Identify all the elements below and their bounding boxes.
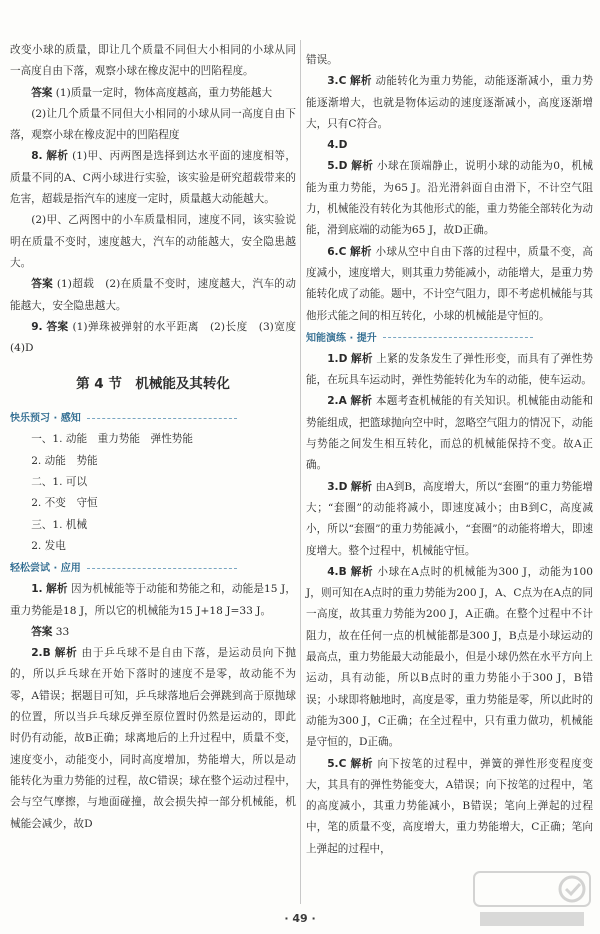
answer-block bbox=[10, 83, 296, 104]
q8-number: 8. bbox=[31, 150, 43, 163]
q9-number: 9. bbox=[31, 320, 43, 333]
q6-analysis-label: 解析 bbox=[350, 245, 372, 258]
p3-analysis bbox=[306, 477, 593, 562]
section-tag-preview: 快乐预习 · 感知 bbox=[10, 409, 296, 429]
p4-text: 小球在A点时的机械能为300 J，动能为100 J，则可知在A点时的重力势能为200 J，A、C点为在A点的同一高度，故其重力势能为200 J，A正确。在整个过程中不计阻力，故在任何一点的机械能都是300 J，B点是小球运动的最高点，重力势能最大动能最小，但是小球仍然在水平方向上运动，具有动能，所以B点时的重力势能小于300 J，B错误；小球即将触地时，高度是零，重力势能是零，所以此时的动能为300 J，C正确；在全过程中，只有重力做功，机械能是守恒的，D正确。 bbox=[306, 565, 593, 749]
q9-answer-text: (1)弹珠被弹射的水平距离 (2)长度 (3)宽度 (4)D bbox=[10, 320, 307, 355]
preview-line-1: 一、1. 动能 重力势能 弹性势能 bbox=[31, 433, 193, 446]
p5-analysis bbox=[306, 754, 593, 860]
q8-answer-text: (1)超载 (2)在质量不变时，速度越大，汽车的动能越大，安全隐患越大。 bbox=[10, 278, 296, 312]
e1-analysis-label: 解析 bbox=[46, 583, 68, 596]
p2-number: 2.A bbox=[327, 395, 347, 408]
p1-analysis bbox=[306, 349, 593, 392]
e1-text: 因为机械能等于动能和势能之和，动能是15 J，重力势能是18 J，所以它的机械能为15 J+18 J=33 J。 bbox=[10, 583, 296, 617]
section-title: 第 4 节 机械能及其转化 bbox=[76, 376, 230, 393]
e2-text: 由于乒乓球不是自由下落，是运动员向下抛的，所以乒乓球在开始下落时的速度不是零，故动能不为零，A错误；据题目可知，乒乓球落地后会弹跳到高于原抛球的位置，所以当乒乓球反弹至原位置时仍然是运动的，即此时仍有动能，故B正确；球离地后的上升过程中，质量不变，速度变小，动能变小，同时高度增加，势能增大，所以是动能转化为重力势能的过程，故C错误；球在整个运动过程中，会与空气摩擦，与地面碰撞，故会损失掉一部分机械能，机械能会减少，故D bbox=[10, 647, 297, 830]
preview-line-3: 二、1. 可以 bbox=[31, 476, 88, 489]
watermark-logo-icon bbox=[472, 868, 592, 930]
p3-text: 由A到B，高度增大，所以“套圈”的重力势能增大；“套圈”的动能将减小，即速度减小；由B到C，高度减小，所以“套圈”的重力势能减小，“套圈”的动能将增大，即速度增大。整个过程中，机械能守恒。 bbox=[306, 480, 594, 557]
p1-number: 1.D bbox=[327, 352, 348, 365]
q3-number: 3.C bbox=[327, 75, 347, 88]
answer-label: 答案 bbox=[31, 86, 53, 99]
preview-line-5: 三、1. 机械 bbox=[31, 518, 88, 531]
q8-text-2: (2)甲、乙两图中的小车质量相同，速度不同，该实验说明在质量不变时，速度越大，汽车的动能越大，安全隐患越大。 bbox=[10, 214, 296, 269]
answer-text-1: (1)质量一定时，物体高度越高，重力势能越大 bbox=[55, 86, 273, 99]
q3-text: 动能转化为重力势能，动能逐渐减小，重力势能逐渐增大，也就是物体运动的速度逐渐减小，高度逐渐增大，只有C符合。 bbox=[306, 75, 593, 130]
answer-text-2: (2)让几个质量不同但大小相同的小球从同一高度自由下落，观察小球在橡皮泥中的凹陷程度 bbox=[10, 107, 296, 142]
e1-number: 1. bbox=[31, 583, 43, 596]
e1-answer-text: 33 bbox=[55, 625, 70, 638]
column-divider bbox=[300, 40, 301, 904]
e1-answer bbox=[10, 622, 296, 643]
left-column bbox=[10, 40, 307, 835]
q6-analysis bbox=[306, 242, 593, 327]
q8-text-1: (1)甲、丙两图是选择到达水平面的速度相等，质量不同的A、C两小球进行实验，该实验是研究超载带来的危害，超载是指汽车的速度一定时，质量越大动能越大。 bbox=[10, 150, 297, 206]
p4-analysis bbox=[306, 562, 593, 754]
q6-text: 小球从空中自由下落的过程中，质量不变，高度减小，速度增大，则其重力势能减小，动能增大，是重力势能转化成了动能。题中，不计空气阻力，即不考虑机械能与其他形式能之间的相互转化，小球的机械能是守恒的。 bbox=[306, 245, 593, 322]
page-number: · 49 · bbox=[284, 912, 316, 925]
continuation-text-right: 错误。 bbox=[306, 54, 338, 66]
q5-text: 小球在顶端静止，说明小球的动能为0，机械能为重力势能，为65 J。沿光滑斜面自由滑下，不计空气阻力，机械能没有转化为其他形式的能，重力势能全部转化为动能，滑到底端的动能为65 J，故D正确。 bbox=[306, 160, 593, 237]
q9-answer-label: 答案 bbox=[46, 320, 69, 333]
e2-analysis-label: 解析 bbox=[54, 647, 78, 660]
e2-number: 2.B bbox=[31, 647, 51, 660]
q5-analysis-label: 解析 bbox=[351, 160, 374, 173]
p2-analysis-label: 解析 bbox=[350, 395, 373, 408]
p5-number: 5.C bbox=[327, 757, 347, 770]
p1-analysis-label: 解析 bbox=[351, 352, 373, 365]
q4-answer: 4.D bbox=[327, 139, 348, 152]
p5-text: 向下按笔的过程中，弹簧的弹性形变程度变大，其具有的弹性势能变大，A错误；向下按笔的过程中，笔的高度减小，其重力势能减小，B错误；笔向上弹起的过程中，笔的质量不变，高度增大，重力势能增大，C正确；笔向上弹起的过程中， bbox=[306, 757, 594, 855]
right-column bbox=[306, 50, 593, 860]
q8-answer-label: 答案 bbox=[31, 278, 54, 291]
e1-answer-label: 答案 bbox=[31, 625, 53, 638]
e2-analysis bbox=[10, 643, 296, 835]
preview-line-6: 2. 发电 bbox=[31, 539, 66, 552]
preview-line-2: 2. 动能 势能 bbox=[31, 454, 98, 467]
p5-analysis-label: 解析 bbox=[350, 757, 374, 770]
p2-analysis bbox=[306, 391, 593, 476]
p4-analysis-label: 解析 bbox=[350, 565, 374, 578]
e1-analysis bbox=[10, 579, 296, 622]
q8-answer bbox=[10, 274, 296, 317]
q9-answer bbox=[10, 317, 307, 360]
p3-analysis-label: 解析 bbox=[350, 480, 373, 493]
p1-text: 上紧的发条发生了弹性形变，而具有了弹性势能，在玩具车运动时，弹性势能转化为车的动能，使车运动。 bbox=[306, 352, 594, 387]
q3-analysis bbox=[306, 71, 593, 135]
section-tag-try: 轻松尝试 · 应用 bbox=[10, 559, 296, 579]
p4-number: 4.B bbox=[327, 565, 347, 578]
q5-number: 5.D bbox=[327, 160, 348, 173]
preview-line-4: 2. 不变 守恒 bbox=[31, 497, 98, 510]
q5-analysis bbox=[306, 156, 593, 241]
q6-number: 6.C bbox=[327, 245, 347, 258]
q8-analysis bbox=[10, 146, 296, 210]
section-tag-practice: 知能演练 · 提升 bbox=[306, 329, 593, 349]
p2-text: 本题考查机械能的有关知识。机械能由动能和势能组成，把篮球抛向空中时，忽略空气阻力的情况下，动能与势能之间发生相互转化，而总的机械能保持不变。故A正确。 bbox=[306, 395, 594, 472]
q8-analysis-label: 解析 bbox=[46, 150, 69, 163]
continuation-text: 改变小球的质量，即让几个质量不同但大小相同的小球从同一高度自由下落，观察小球在橡皮泥中的凹陷程度。 bbox=[10, 44, 296, 78]
p3-number: 3.D bbox=[327, 480, 348, 493]
q3-analysis-label: 解析 bbox=[350, 75, 372, 88]
